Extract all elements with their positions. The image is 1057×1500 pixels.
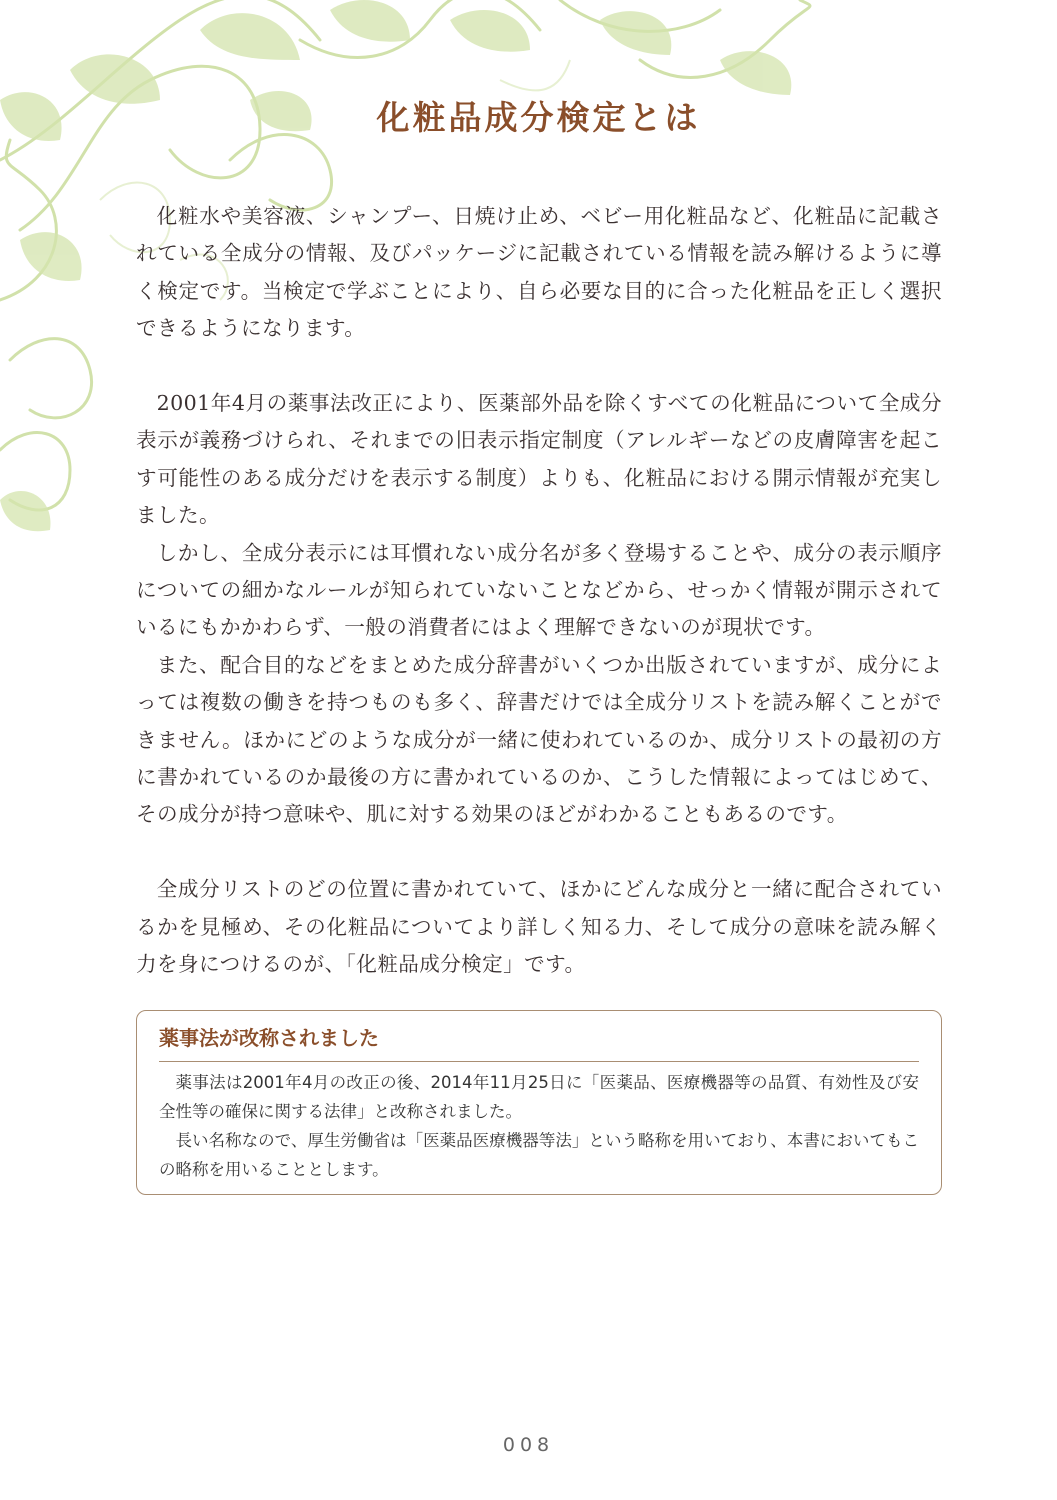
consumer-difficulty-paragraph: しかし、全成分表示には耳慣れない成分名が多く登場することや、成分の表示順序についての細かなルールが知られていないことなどから、せっかく情報が開示されているにもかかわらず、一般の消費者にはよく理解できないのが現状です。	[136, 540, 942, 640]
note-paragraph: 薬事法は2001年4月の改正の後、2014年11月25日に「医薬品、医療機器等の品質、有効性及び安全性等の確保に関する法律」と改称されました。	[159, 1073, 919, 1121]
law-revision-paragraph: 2001年4月の薬事法改正により、医薬部外品を除くすべての化粧品について全成分表示が義務づけられ、それまでの旧表示指定制度（アレルギーなどの皮膚障害を起こす可能性のある成分だけを表示する制度）よりも、化粧品における開示情報が充実しました。	[136, 391, 942, 528]
note-title: 薬事法が改称されました	[159, 1023, 919, 1062]
note-box	[136, 1010, 942, 1195]
dictionary-paragraph: また、配合目的などをまとめた成分辞書がいくつか出版されていますが、成分によっては複数の働きを持つものも多く、辞書だけでは全成分リストを読み解くことができません。ほかにどのような成分が一緒に使われているのか、成分リストの最初の方に書かれているのか最後の方に書かれているのか、こうした情報によってはじめて、その成分が持つ意味や、肌に対する効果のほどがわかることもあるのです。	[136, 652, 942, 827]
page-title: 化粧品成分検定とは	[376, 98, 701, 137]
page-number: 008	[502, 1434, 555, 1456]
intro-paragraph: 化粧水や美容液、シャンプー、日焼け止め、ベビー用化粧品など、化粧品に記載されている全成分の情報、及びパッケージに記載されている情報を読み解けるように導く検定です。当検定で学ぶことにより、自ら必要な目的に合った化粧品を正しく選択できるようになります。	[136, 204, 942, 341]
note-paragraph: 長い名称なので、厚生労働省は「医薬品医療機器等法」という略称を用いており、本書においてもこの略称を用いることとします。	[159, 1131, 919, 1179]
body-text	[136, 198, 942, 984]
summary-paragraph: 全成分リストのどの位置に書かれていて、ほかにどんな成分と一緒に配合されているかを見極め、その化粧品についてより詳しく知る力、そして成分の意味を読み解く力を身につけるのが、「化粧品成分検定」です。	[136, 877, 942, 977]
